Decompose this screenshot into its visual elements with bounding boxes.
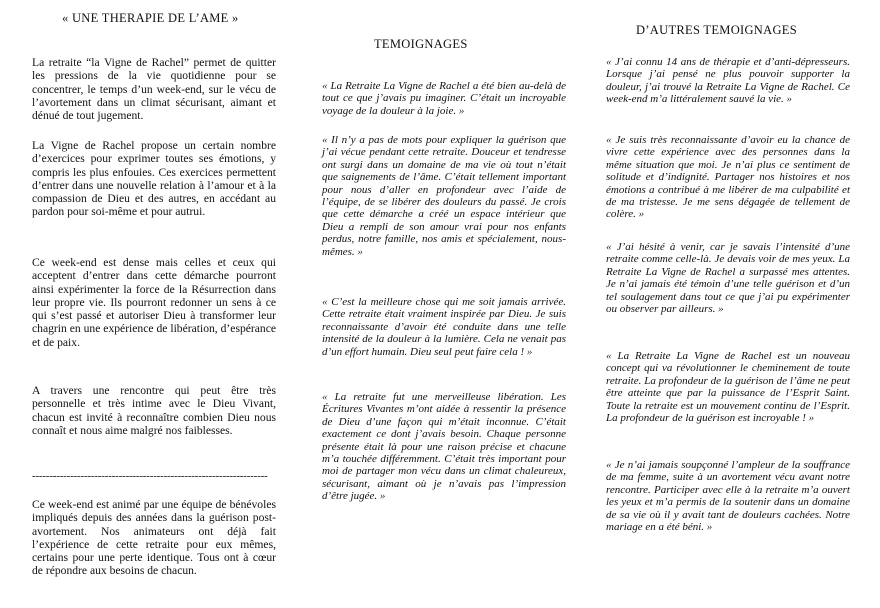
paragraph-weekend: Ce week-end est dense mais celles et ceux qui acceptent d’entrer dans cette démarche pourront ainsi expérimenter la force de la Résurrection dans leur propre vie. Ils pourront redonner un sens à ce qui s’est passé et autoriser Dieu à transformer leur chagrin en une expérience de libération, d’espérance et de paix. [32, 256, 276, 349]
paragraph-rencontre: A travers une rencontre qui peut être très personnelle et très intime avec le Dieu Vivant, chacun est invité à reconnaître combien Dieu nous connaît et nous aime malgré nos faiblesses. [32, 384, 276, 437]
testimonial-3: « C’est la meilleure chose qui me soit jamais arrivée. Cette retraite était vraiment inspirée par Dieu. Je suis reconnaissante d’avoir été conduite dans une telle intensité de la douleur à la lumière. Cela ne venait pas d’un effort humain. Dieu seul peut faire cela ! » [322, 296, 566, 358]
testimonial-4: « La retraite fut une merveilleuse libération. Les Écritures Vivantes m’ont aidée à ressentir la présence de Dieu d’une façon qui m’était inconnue. C’était exactement ce dont j’avais besoin. Chaque personne présente était là pour une raison précise et chacune m’a touchée différemment. C’était très important pour moi de partager mon vécu dans un climat chaleureux, sécurisant, aimant où je n’avais pas l’impression d’être jugée. » [322, 391, 566, 503]
paragraph-exercices: La Vigne de Rachel propose un certain nombre d’exercices pour exprimer toutes ses émotions, y compris les plus enfouies. Ces exercices permettent d’entrer dans une nouvelle relation à l’amour et à la compassion de Dieu et des autres, en accédant au pardon pour soi-même et pour autrui. [32, 139, 276, 219]
testimonial-2: « Il n’y a pas de mots pour expliquer la guérison que j’ai vécue pendant cette retraite. Douceur et tendresse ont surgi dans un domaine de ma vie où tout n’était que saignements de l’âme. C’était tellement important pour nous d’aller en profondeur avec l’aide de l’équipe, de se libérer des douleurs du passé. Je crois que cette démarche a créé un espace intérieur que Dieu a rempli de son amour vrai pour nos enfants perdus, notre famille, nos amis et spécialement, nous-mêmes. » [322, 134, 566, 258]
testimonial-8: « La Retraite La Vigne de Rachel est un nouveau concept qui va révolutionner le cheminement de toute retraite. La profondeur de la guérison de l’âme ne peut être atteinte que par la puissance de l’Esprit Saint. Toute la retraite est un mouvement continu de l’Esprit. La profondeur de la guérison est incroyable ! » [606, 350, 850, 425]
paragraph-animateurs: Ce week-end est animé par une équipe de bénévoles impliqués depuis des années dans la guérison post-avortement. Nos animateurs ont déjà fait l’expérience de cette retraite pour eux mêmes, certains pour une perte identique. Tous ont à cœur de répondre aux besoins de chacun. [32, 498, 276, 578]
column-title-autres-temoignages: D’AUTRES TEMOIGNAGES [636, 23, 797, 37]
separator-line: -------------------------------------------------------------------- [32, 470, 268, 482]
column-title-temoignages: TEMOIGNAGES [374, 37, 468, 51]
column-title-therapie: « UNE THERAPIE DE L’AME » [62, 11, 239, 25]
testimonial-6: « Je suis très reconnaissante d’avoir eu la chance de vivre cette expérience avec des personnes dans la même situation que moi. Je n’ai plus ce sentiment de solitude et d’indignité. Partager nos histoires et nos émotions a contribué à me libérer de ma culpabilité et de ma tristesse. Je me sens dégagée de tellement de colère. » [606, 134, 850, 221]
paragraph-intro: La retraite “la Vigne de Rachel” permet de quitter les pressions de la vie quotidienne pour se concentrer, le temps d’un week-end, sur le vécu de l’avortement dans un climat sécurisant, aimant et dénué de tout jugement. [32, 56, 276, 123]
testimonial-5: « J’ai connu 14 ans de thérapie et d’anti-dépresseurs. Lorsque j’ai pensé ne plus pouvoir supporter la douleur, j’ai trouvé la Retraite La Vigne de Rachel. Ce week-end m’a littéralement sauvé la vie. » [606, 56, 850, 106]
testimonial-9: « Je n’ai jamais soupçonné l’ampleur de la souffrance de ma femme, suite à un avortement vécu avant notre rencontre. Participer avec elle à la retraite m’a ouvert les yeux et m’a permis de la soutenir dans un domaine de sa vie où il y avait tant de douleurs cachées. Notre mariage en a été béni. » [606, 459, 850, 534]
testimonial-7: « J’ai hésité à venir, car je savais l’intensité d’une retraite comme celle-là. Je devais voir de mes yeux. La Retraite La Vigne de Rachel a surpassé mes attentes. Je n’ai jamais été témoin d’une telle guérison et d’un tel soulagement dans tout ce que j’ai pu expérimenter ou observer par ailleurs. » [606, 241, 850, 316]
testimonial-1: « La Retraite La Vigne de Rachel a été bien au-delà de tout ce que j’avais pu imaginer. C’était un incroyable voyage de la douleur à la joie. » [322, 80, 566, 117]
